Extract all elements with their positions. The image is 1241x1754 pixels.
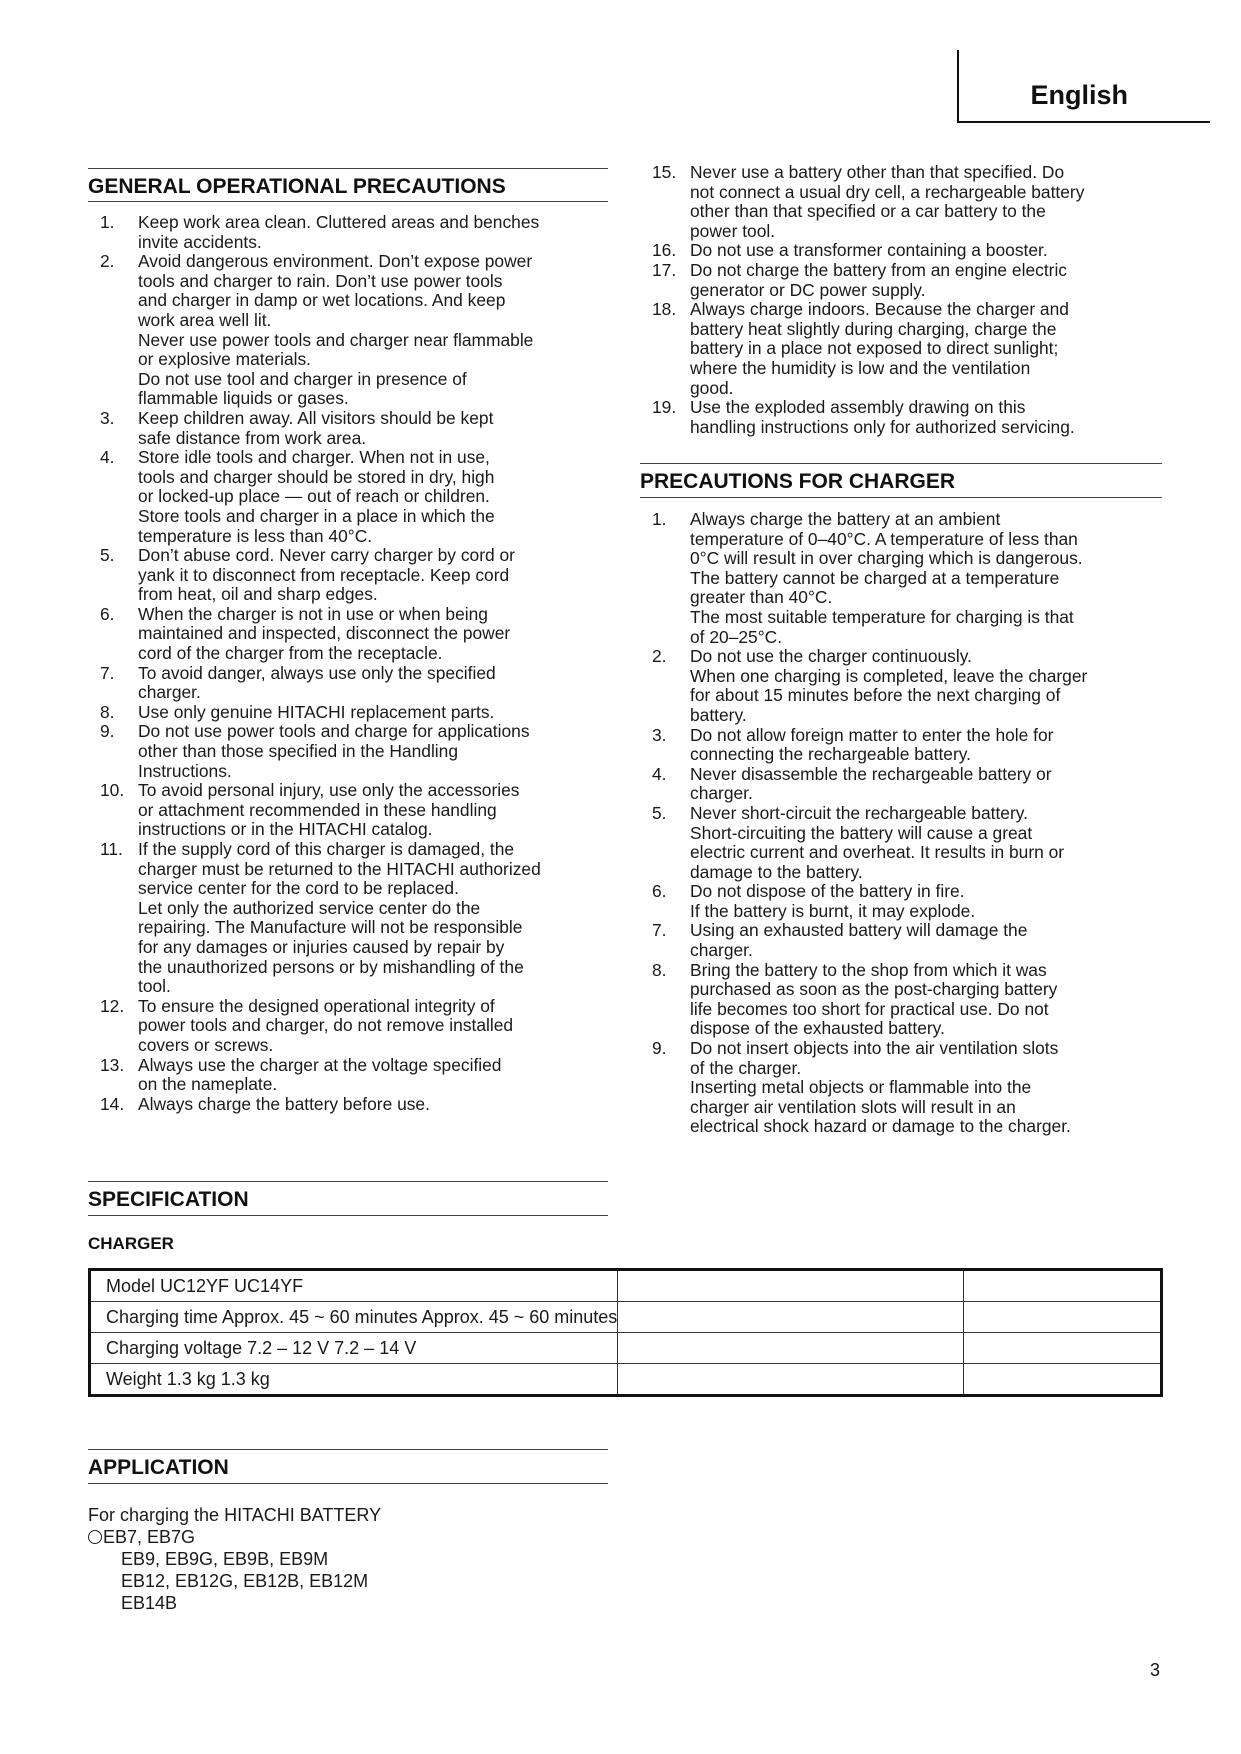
item-text-line: from heat, oil and sharp edges. [138,584,378,605]
application-heading: APPLICATION [88,1449,608,1484]
item-text-line: or locked-up place — out of reach or children. [138,486,490,507]
item-text-line: If the supply cord of this charger is damaged, the [138,839,515,859]
specification-table [88,1268,1163,1397]
language-label: English [1030,80,1128,110]
item-text-line: electric current and overheat. It results in burn or [690,842,1065,863]
spec-row [90,1364,1162,1396]
item-text-line: not connect a usual dry cell, a rechargeable battery [690,181,1085,202]
item-number: 8. [652,959,667,980]
item-number: 1. [100,212,115,232]
item-text-line: repairing. The Manufacture will not be responsible [138,917,523,938]
spec-cell [618,1302,964,1333]
item-text-line: connecting the rechargeable battery. [690,744,972,765]
spec-cell [618,1333,964,1364]
item-text-line: The battery cannot be charged at a temperature [690,567,1060,588]
item-number: 13. [100,1054,125,1075]
item-text-line: Always charge the battery before use. [138,1093,430,1114]
item-text-line: cord of the charger from the receptacle. [138,643,443,664]
precaution-item [640,398,1170,437]
specification-heading: SPECIFICATION [88,1181,608,1216]
item-text-line: or attachment recommended in these handling [138,799,497,820]
item-text-line: Let only the authorized service center do the [138,897,481,918]
item-text-line: Avoid dangerous environment. Don’t expose power [138,251,533,272]
item-text-line: invite accidents. [138,231,262,252]
item-text-line: Do not dispose of the battery in fire. [690,881,965,902]
item-text-line: power tools and charger, do not remove installed [138,1015,514,1036]
battery-model-line [88,1570,381,1592]
item-text-line: Bring the battery to the shop from which it was [690,959,1047,980]
item-text-line: generator or DC power supply. [690,279,926,300]
spec-cell [964,1364,1162,1396]
item-text-line: maintained and inspected, disconnect the power [138,623,511,644]
item-text-line: and charger in damp or wet locations. And keep [138,290,506,311]
item-text-line: Never short-circuit the rechargeable battery. [690,802,1028,823]
item-text-line: for about 15 minutes before the next charging of [690,685,1061,706]
battery-model-line [88,1548,381,1570]
item-number: 8. [100,701,115,722]
precaution-item [88,546,618,605]
item-text-line: Store idle tools and charger. When not in use, [138,447,490,468]
item-number: 2. [100,251,115,272]
item-text-line: electrical shock hazard or damage to the charger. [690,1116,1071,1137]
item-text-line: tools and charger should be stored in dry, high [138,466,495,487]
item-number: 4. [100,447,115,468]
general-precautions-heading: GENERAL OPERATIONAL PRECAUTIONS [88,168,608,202]
item-number: 7. [652,920,667,941]
item-number: 4. [652,763,667,784]
item-text-line: battery heat slightly during charging, charge the [690,318,1057,339]
item-text-line: battery. [690,704,747,725]
item-number: 3. [100,407,115,428]
precaution-item [640,882,1170,921]
item-text-line: good. [690,377,734,398]
circle-bullet-icon [88,1530,102,1544]
item-text-line: purchased as soon as the post-charging battery [690,979,1058,1000]
item-text-line: yank it to disconnect from receptacle. Keep cord [138,564,510,585]
item-text-line: covers or screws. [138,1034,274,1055]
item-text-line: where the humidity is low and the ventilation [690,357,1031,378]
item-text-line: work area well lit. [138,309,272,330]
item-text-line: greater than 40°C. [690,587,833,608]
precaution-item [640,261,1170,300]
precaution-item [88,997,618,1056]
charger-precautions-heading: PRECAUTIONS FOR CHARGER [640,463,1162,498]
item-text-line: Do not insert objects into the air ventilation slots [690,1038,1059,1059]
spec-cell [964,1302,1162,1333]
item-text-line: charger air ventilation slots will result in an [690,1096,1016,1117]
item-text-line: Inserting metal objects or flammable into the [690,1077,1032,1098]
item-text-line: Use only genuine HITACHI replacement parts. [138,701,495,722]
precaution-item [88,213,618,252]
item-number: 17. [652,259,677,280]
precaution-item [88,781,618,840]
item-text-line: on the nameplate. [138,1074,278,1095]
item-text-line: other than that specified or a car battery to the [690,201,1046,222]
general-precautions-list-continued [640,163,1170,437]
item-text-line: damage to the battery. [690,861,863,882]
item-text-line: Never use a battery other than that specified. Do [690,162,1065,182]
item-text-line: tool. [138,976,171,997]
precaution-item [88,1095,618,1115]
application-intro: For charging the HITACHI BATTERY [88,1505,382,1525]
precaution-item [88,252,618,409]
precaution-item [640,510,1170,647]
spec-cell: Model UC12YF UC14YF [90,1270,618,1302]
item-text-line: battery in a place not exposed to direct sunlight; [690,338,1059,359]
general-precautions-list [88,213,618,1114]
battery-model-text: EB12, EB12G, EB12B, EB12M [121,1571,369,1591]
spec-cell [618,1364,964,1396]
item-number: 3. [652,724,667,745]
application-text [88,1504,381,1614]
spec-row [90,1270,1162,1302]
spec-cell: Charging time Approx. 45 ~ 60 minutes Approx. 45 ~ 60 minutes [90,1302,618,1333]
battery-model-list [88,1526,381,1614]
item-text-line: Short-circuiting the battery will cause a great [690,822,1033,843]
item-text-line: Do not use the charger continuously. [690,646,972,667]
item-text-line: the unauthorized persons or by mishandling of the [138,956,524,977]
item-text-line: Always charge the battery at an ambient [690,509,1001,529]
item-number: 2. [652,646,667,667]
item-text-line: safe distance from work area. [138,427,367,448]
item-text-line: Do not charge the battery from an engine electric [690,259,1068,280]
language-tab [957,50,1210,123]
item-text-line: Always charge indoors. Because the charger and [690,299,1069,320]
item-text-line: Keep children away. All visitors should be kept [138,407,494,428]
precaution-item [88,703,618,723]
item-text-line: Using an exhausted battery will damage the [690,920,1028,941]
charger-subheading: CHARGER [88,1234,174,1253]
item-number: 9. [100,721,115,742]
item-number: 14. [100,1093,125,1114]
item-number: 6. [100,603,115,624]
item-text-line: instructions or in the HITACHI catalog. [138,819,433,840]
item-text-line: Never use power tools and charger near flammable [138,329,534,350]
item-text-line: Do not allow foreign matter to enter the hole for [690,724,1054,745]
item-text-line: Never disassemble the rechargeable battery or [690,763,1052,784]
precaution-item [640,163,1170,241]
battery-model-line [88,1592,381,1614]
precaution-item [640,241,1170,261]
item-text-line: life becomes too short for practical use. Do not [690,998,1049,1019]
item-text-line: charger. [690,940,753,961]
item-text-line: To avoid danger, always use only the specified [138,662,496,683]
spec-row [90,1302,1162,1333]
precaution-item [88,605,618,664]
item-text-line: If the battery is burnt, it may explode. [690,900,976,921]
item-number: 10. [100,780,125,801]
item-text-line: charger must be returned to the HITACHI authorized [138,858,541,879]
precaution-item [88,722,618,781]
precaution-item [640,921,1170,960]
item-text-line: charger. [690,783,753,804]
item-number: 16. [652,240,677,261]
item-text-line: To ensure the designed operational integrity of [138,995,495,1016]
item-text-line: The most suitable temperature for charging is that [690,606,1074,627]
item-number: 19. [652,397,677,418]
item-text-line: tools and charger to rain. Don’t use power tools [138,270,503,291]
item-text-line: power tool. [690,220,776,241]
item-text-line: When one charging is completed, leave the charger [690,665,1088,686]
item-text-line: charger. [138,682,201,703]
precaution-item [88,1056,618,1095]
item-text-line: temperature of 0–40°C. A temperature of less than [690,528,1078,549]
item-text-line: Keep work area clean. Cluttered areas and benches [138,212,540,232]
item-number: 5. [652,802,667,823]
precaution-item [640,300,1170,398]
item-number: 18. [652,299,677,320]
spec-cell [618,1270,964,1302]
precaution-item [88,664,618,703]
precaution-item [88,448,618,546]
item-text-line: other than those specified in the Handling [138,741,459,762]
item-number: 9. [652,1038,667,1059]
precaution-item [640,961,1170,1039]
charger-precautions-list [640,510,1170,1137]
item-text-line: or explosive materials. [138,349,312,370]
item-text-line: Instructions. [138,760,232,781]
precaution-item [640,765,1170,804]
item-text-line: 0°C will result in over charging which is dangerous. [690,548,1083,569]
battery-model-text: EB7, EB7G [103,1527,196,1547]
precaution-item [640,1039,1170,1137]
item-text-line: When the charger is not in use or when being [138,603,488,624]
precaution-item [88,840,618,997]
item-text-line: handling instructions only for authorized servicing. [690,416,1075,437]
spec-cell [964,1333,1162,1364]
item-text-line: temperature is less than 40°C. [138,525,373,546]
spec-cell: Weight 1.3 kg 1.3 kg [90,1364,618,1396]
item-number: 15. [652,162,677,182]
item-text-line: dispose of the exhausted battery. [690,1018,945,1039]
battery-model-line [88,1526,381,1548]
item-text-line: of the charger. [690,1057,802,1078]
battery-model-text: EB14B [121,1593,178,1613]
item-text-line: flammable liquids or gases. [138,388,349,409]
item-text-line: Don’t abuse cord. Never carry charger by cord or [138,545,515,566]
precaution-item [88,409,618,448]
item-text-line: To avoid personal injury, use only the accessories [138,780,520,801]
precaution-item [640,804,1170,882]
item-number: 6. [652,881,667,902]
battery-model-text: EB9, EB9G, EB9B, EB9M [121,1549,329,1569]
item-text-line: of 20–25°C. [690,626,783,647]
item-text-line: Always use the charger at the voltage specified [138,1054,502,1075]
item-text-line: Use the exploded assembly drawing on this [690,397,1026,418]
precaution-item [640,647,1170,725]
item-text-line: service center for the cord to be replaced. [138,878,459,899]
item-text-line: Do not use power tools and charge for applications [138,721,530,742]
item-text-line: Store tools and charger in a place in which the [138,505,495,526]
item-text-line: for any damages or injuries caused by repair by [138,936,505,957]
item-text-line: Do not use tool and charger in presence of [138,368,467,389]
item-number: 11. [100,839,123,859]
item-number: 1. [652,509,667,529]
item-text-line: Do not use a transformer containing a booster. [690,240,1048,261]
spec-cell: Charging voltage 7.2 – 12 V 7.2 – 14 V [90,1333,618,1364]
precaution-item [640,726,1170,765]
spec-cell [964,1270,1162,1302]
item-number: 12. [100,995,125,1016]
spec-row [90,1333,1162,1364]
page-number: 3 [1150,1660,1161,1680]
item-number: 5. [100,545,115,566]
item-number: 7. [100,662,115,683]
